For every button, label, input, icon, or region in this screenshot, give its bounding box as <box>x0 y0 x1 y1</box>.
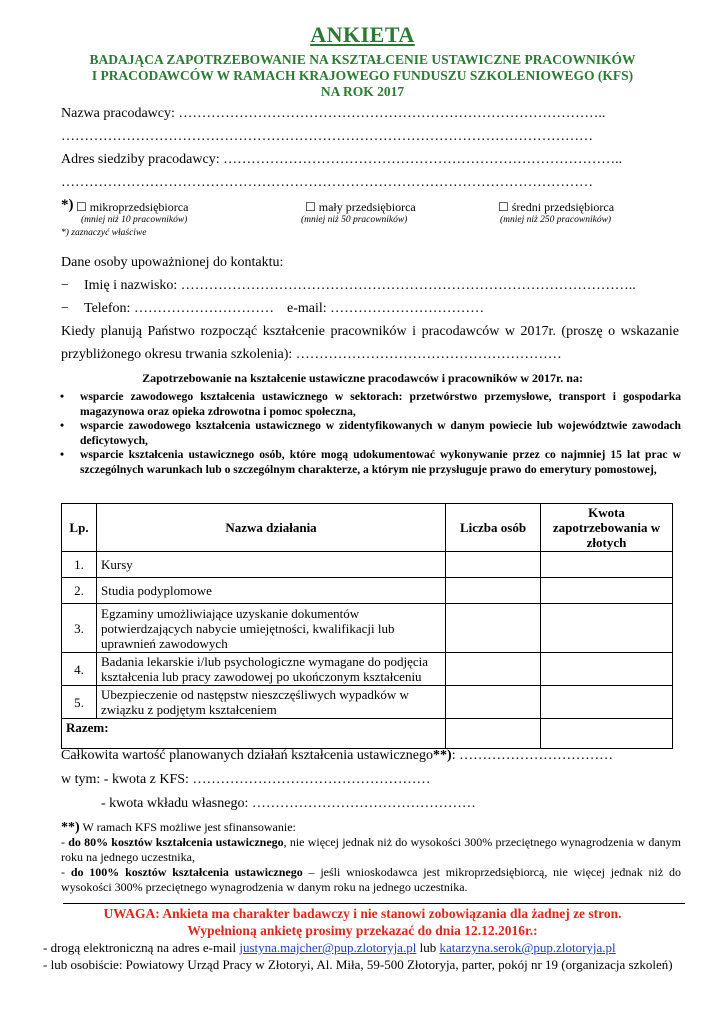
contact-name-field[interactable]: Imię i nazwisko: …………………………………………………………………………………….. <box>84 278 636 293</box>
checkbox-small-label: mały przedsiębiorca <box>318 200 416 214</box>
table-total-row <box>62 719 673 749</box>
divider <box>63 903 685 904</box>
email-link-serok[interactable]: katarzyna.serok@pup.zlotoryja.pl <box>439 940 616 955</box>
employer-name-continuation[interactable]: …………………………………………………………………………………………………… <box>61 129 593 144</box>
amount-cell[interactable] <box>541 686 673 719</box>
training-needs-table <box>61 503 673 749</box>
financing-note-intro-text: W ramach KFS możliwe jest sfinansowanie: <box>82 820 296 834</box>
training-start-field[interactable]: przybliżonego okresu trwania szkolenia): ………………………………………………… <box>61 347 562 362</box>
contact-heading: Dane osoby upoważnionej do kontaktu: <box>61 255 284 270</box>
checkbox-medium-label: średni przedsiębiorca <box>511 200 615 214</box>
amount-cell[interactable] <box>541 604 673 653</box>
table-row <box>62 653 673 686</box>
small-note: (mniej niż 50 pracowników) <box>301 215 408 225</box>
header-amount: Kwota zapotrzebowania w złotych <box>541 504 673 552</box>
employer-address-field[interactable]: Adres siedziby pracodawcy: ………………………………………………………………………….. <box>61 152 623 167</box>
form-title: ANKIETA <box>310 22 415 47</box>
size-footnote-marker: *) <box>61 197 74 213</box>
checkbox-medium[interactable] <box>498 200 614 215</box>
priorities-list <box>60 390 681 478</box>
total-value-field[interactable] <box>61 748 613 764</box>
table-row <box>62 604 673 653</box>
dash: - <box>61 835 65 849</box>
row-action-name: Kursy <box>97 552 446 578</box>
row-number: 4. <box>62 653 97 686</box>
checkbox-micro-label: mikroprzedsiębiorca <box>89 200 189 214</box>
employer-address-continuation[interactable]: …………………………………………………………………………………………………… <box>61 175 593 190</box>
submission-personal: - lub osobiście: Powiatowy Urząd Pracy w Złotoryi, Al. Miła, 59-500 Złotoryja, parter, pokój nr 19 (organizacja szkoleń) <box>43 957 673 972</box>
amount-cell[interactable] <box>541 578 673 604</box>
checkbox-icon[interactable]: ☐ <box>76 200 87 214</box>
people-count-cell[interactable] <box>446 604 541 653</box>
priorities-heading: Zapotrzebowanie na kształcenie ustawiczne pracodawców i pracowników w 2017r. na: <box>142 371 583 385</box>
total-label: Razem: <box>62 719 446 749</box>
financing-100-bold: do 100% kosztów kształcenia ustawicznego <box>70 865 303 879</box>
financing-80-rest: , nie więcej jednak niż do wysokości 300% przeciętnego wynagrodzenia w danym roku na jednego uczestnika, <box>61 835 682 864</box>
row-action-name: Ubezpieczenie od następstw nieszczęśliwych wypadków w związku z podjętym kształceniem <box>97 686 446 719</box>
checkbox-micro[interactable] <box>76 200 188 215</box>
table-row <box>62 552 673 578</box>
total-amount-cell[interactable] <box>541 719 673 749</box>
contact-phone-field[interactable]: Telefon: ………………………… <box>84 301 274 316</box>
total-value-blank: : …………………………… <box>451 748 614 763</box>
table-header-row <box>62 504 673 552</box>
row-number: 2. <box>62 578 97 604</box>
header-lp: Lp. <box>62 504 97 552</box>
checkbox-small[interactable] <box>305 200 416 215</box>
financing-note-line-2 <box>61 865 681 895</box>
table-row <box>62 686 673 719</box>
contact-phone-dash: − <box>61 301 69 316</box>
people-count-cell[interactable] <box>446 653 541 686</box>
row-number: 3. <box>62 604 97 653</box>
financing-note-line-1 <box>61 835 681 865</box>
header-action-name: Nazwa działania <box>97 504 446 552</box>
financing-80-bold: do 80% kosztów kształcenia ustawicznego <box>68 835 284 849</box>
checkbox-icon[interactable]: ☐ <box>305 200 316 214</box>
row-number: 1. <box>62 552 97 578</box>
financing-note <box>61 820 681 895</box>
amount-cell[interactable] <box>541 552 673 578</box>
total-people-cell[interactable] <box>446 719 541 749</box>
dash: - <box>61 865 65 879</box>
people-count-cell[interactable] <box>446 552 541 578</box>
financing-note-marker: **) <box>61 820 80 835</box>
contact-email-field[interactable]: e-mail: …………………………… <box>287 301 485 316</box>
email-link-majcher[interactable]: justyna.majcher@pup.zlotoryja.pl <box>239 940 417 955</box>
row-number: 5. <box>62 686 97 719</box>
email-prefix: - drogą elektroniczną na adres e-mail <box>43 940 237 955</box>
own-contribution-field[interactable]: - kwota wkładu własnego: ………………………………………… <box>101 796 476 811</box>
email-separator: lub <box>419 940 437 955</box>
list-item: • wsparcie zawodowego kształcenia ustawicznego w sektorach: przetwórstwo przemysłowe, transport i gospodarka magazynowa oraz opieka zdrowotna i pomoc społeczna, <box>60 390 681 419</box>
subtitle-line-2: I PRACODAWCÓW W RAMACH KRAJOWEGO FUNDUSZU SZKOLENIOWEGO (KFS) <box>91 68 634 83</box>
subtitle-line-1: BADAJĄCA ZAPOTRZEBOWANIE NA KSZTAŁCENIE USTAWICZNE PRACOWNIKÓW <box>89 52 636 67</box>
amount-cell[interactable] <box>541 653 673 686</box>
size-footnote: *) zaznaczyć właściwe <box>61 228 147 238</box>
training-start-question: Kiedy planują Państwo rozpocząć kształcenie pracowników i pracodawców w 2017r. (proszę o wskazanie <box>61 324 679 339</box>
list-item: • wsparcie zawodowego kształcenia ustawicznego w zidentyfikowanych w danym powiecie lub województwie zawodach deficytowych, <box>60 419 681 448</box>
financing-note-intro <box>61 820 681 835</box>
people-count-cell[interactable] <box>446 578 541 604</box>
people-count-cell[interactable] <box>446 686 541 719</box>
table-row <box>62 578 673 604</box>
total-value-label: Całkowita wartość planowanych działań kształcenia ustawicznego <box>61 748 434 763</box>
row-action-name: Studia podyplomowe <box>97 578 446 604</box>
micro-note: (mniej niż 10 pracowników) <box>81 215 188 225</box>
notice-line-2: Wypełnioną ankietę prosimy przekazać do dnia 12.12.2016r.: <box>187 923 538 938</box>
row-action-name: Egzaminy umożliwiające uzyskanie dokumentów potwierdzających nabycie umiejętności, kwalifikacji lub uprawnień zawodowych <box>97 604 446 653</box>
medium-note: (mniej niż 250 pracowników) <box>500 215 612 225</box>
contact-name-dash: − <box>61 278 69 293</box>
subtitle-line-3: NA ROK 2017 <box>320 84 405 99</box>
employer-name-field[interactable]: Nazwa pracodawcy: ……………………………………………………………………………….. <box>61 106 606 121</box>
row-action-name: Badania lekarskie i/lub psychologiczne wymagane do podjęcia kształcenia lub pracy zawodowej po ukończonym kształceniu <box>97 653 446 686</box>
total-value-marker: **) <box>433 748 452 763</box>
header-people-count: Liczba osób <box>446 504 541 552</box>
notice-line-1: UWAGA: Ankieta ma charakter badawczy i nie stanowi zobowiązania dla żadnej ze stron. <box>103 906 622 921</box>
list-item: • wsparcie kształcenia ustawicznego osób, które mogą udokumentować wykonywanie przez co najmniej 15 lat prac w szczególnych warunkach lub o szczególnym charakterze, a którym nie przysługuje prawo do emerytury pomostowej, <box>60 448 681 477</box>
financing-100-rest: – jeśli wnioskodawca jest mikroprzedsiębiorcą, nie więcej jednak niż do wysokości 300% przeciętnego wynagrodzenia w danym roku na jednego uczestnika. <box>61 865 681 894</box>
checkbox-icon[interactable]: ☐ <box>498 200 509 214</box>
submission-email <box>43 940 616 956</box>
kfs-amount-field[interactable]: w tym: - kwota z KFS: …………………………………………… <box>61 772 431 787</box>
